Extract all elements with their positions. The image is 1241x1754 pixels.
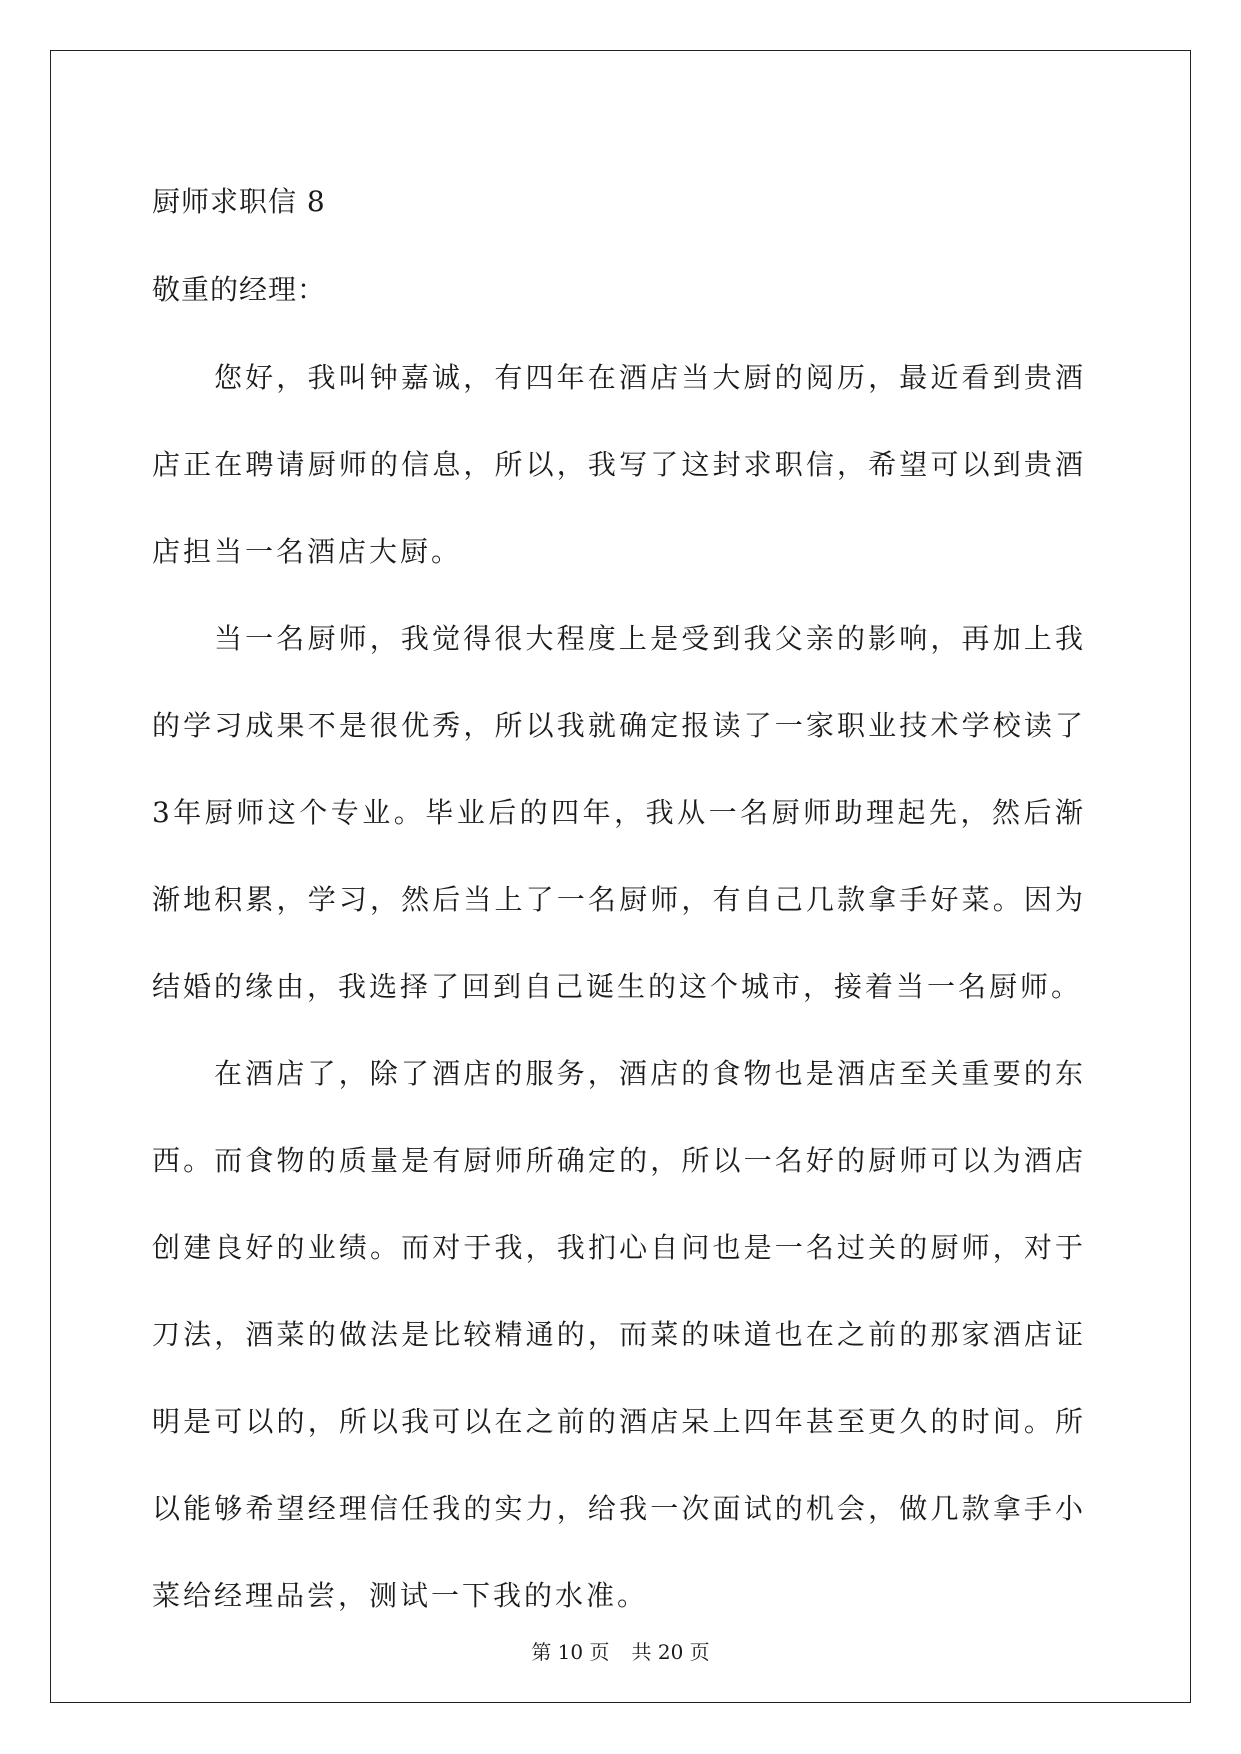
page-number: 第 10 页 [531,1640,610,1664]
page-footer [0,1636,1241,1665]
document-title: 厨师求职信 8 [152,185,326,218]
page-total: 共 20 页 [631,1640,710,1664]
paragraph-background: 当一名厨师，我觉得很大程度上是受到我父亲的影响，再加上我的学习成果不是很优秀，所以我就确定报读了一家职业技术学校读了3年厨师这个专业。毕业后的四年，我从一名厨师助理起先，然后渐渐地积累，学习，然后当上了一名厨师，有自己几款拿手好菜。因为结婚的缘由，我选择了回到自己诞生的这个城市，接着当一名厨师。 [152,622,1086,1003]
document-body [152,158,1086,1639]
paragraph-intro: 您好，我叫钟嘉诚，有四年在酒店当大厨的阅历，最近看到贵酒店正在聘请厨师的信息，所以，我写了这封求职信，希望可以到贵酒店担当一名酒店大厨。 [152,361,1086,568]
paragraph-request: 在酒店了，除了酒店的服务，酒店的食物也是酒店至关重要的东西。而食物的质量是有厨师所确定的，所以一名好的厨师可以为酒店创建良好的业绩。而对于我，我扪心自问也是一名过关的厨师，对于刀法，酒菜的做法是比较精通的，而菜的味道也在之前的那家酒店证明是可以的，所以我可以在之前的酒店呆上四年甚至更久的时间。所以能够希望经理信任我的实力，给我一次面试的机会，做几款拿手小菜给经理品尝，测试一下我的水准。 [152,1057,1086,1612]
salutation: 敬重的经理： [152,273,327,306]
